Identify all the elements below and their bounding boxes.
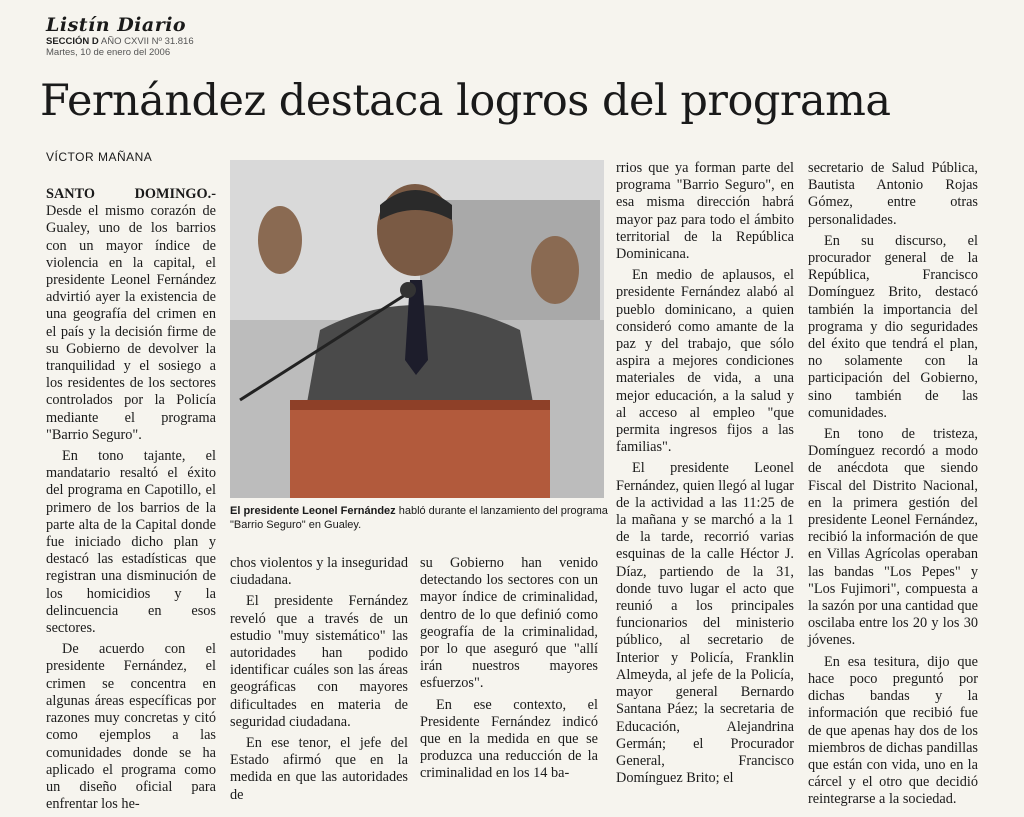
paragraph: SANTO DOMINGO.- Desde el mismo corazón de Gualey, uno de los barrios con un mayor índice de violencia en la capital, el presidente Leonel Fernández advirtió ayer la existencia de una geografía del crimen en el país y la decisión firme de su Gobierno de devolver la tranquilidad y el sosiego a los residentes de los sectores controlados por la Policía mediante el programa "Barrio Seguro". — [46, 186, 216, 443]
paragraph: En tono tajante, el mandatario resaltó el éxito del programa en Capotillo, el primero de los barrios de la parte alta de la Capital donde fue iniciado dicho plan y destacó las estadísticas que registran una disminución de los homicidios y la delincuencia en esos sectores. — [46, 448, 216, 637]
paragraph: su Gobierno han venido detectando los sectores con un mayor índice de criminalidad, dentro de lo que definió como geografía de la criminalidad, por lo que aseguró que "allí irán nuestros mayores esfuerzos". — [420, 555, 598, 692]
photo-caption — [230, 504, 610, 532]
paragraph: El presidente Leonel Fernández, quien llegó al lugar de la actividad a las 11:25 de la mañana y se marchó a la 1 de la tarde, recorrió varias esquinas de la calle Héctor J. Díaz, partiendo de la 31, donde tuvo lugar el acto que reunió a los principales funcionarios del ministerio público, al secretario de Interior y Policía, Franklin Almeyda, al jefe de la Policía, mayor general Bernardo Santana Páez; la secretaria de Educación, Alejandrina Germán; el Procurador General, Francisco Domínguez Brito; el — [616, 460, 794, 787]
paragraph: rrios que ya forman parte del programa "Barrio Seguro", en esa misma dirección habrá mayor paz para todo el ámbito territorial de la República Dominicana. — [616, 160, 794, 263]
paragraph: En ese contexto, el Presidente Fernández indicó que en la medida en que se produzca una reducción de la criminalidad en los 14 ba- — [420, 696, 598, 782]
section-label: SECCIÓN D — [46, 36, 99, 47]
president-photo-image — [230, 160, 604, 498]
newspaper-logo: Listín Diario — [46, 14, 187, 36]
publication-date: Martes, 10 de enero del 2006 — [46, 47, 171, 58]
caption-text: habló durante el lanzamiento del programa "Barrio Seguro" en Gualey. — [230, 505, 608, 531]
paragraph: chos violentos y la inseguridad ciudadana. — [230, 555, 408, 589]
caption-name: El presidente Leonel Fernández — [230, 505, 396, 517]
column-2 — [230, 555, 408, 808]
news-photo — [230, 160, 604, 498]
column-1 — [46, 186, 216, 817]
headline: Fernández destaca logros del programa — [40, 76, 891, 126]
section-info — [46, 36, 194, 47]
paragraph: En esa tesitura, dijo que hace poco preguntó por dichas bandas y la información que recibió fue de que apenas hay dos de los miembros de dichas pandillas que están con vida, uno en la cárcel y el otro que decidió reintegrarse a la sociedad. — [808, 653, 978, 808]
paragraph: En su discurso, el procurador general de la República, Francisco Domínguez Brito, destacó también la importancia del programa y dio seguridades del éxito que tendrá el plan, no solamente con la participación del Gobierno, sino también de las comunidades. — [808, 232, 978, 421]
paragraph: El presidente Fernández reveló que a través de un estudio "muy sistemático" las autoridades han podido identificar cuáles son las áreas geográficas con mayores dificultades en materia de seguridad ciudadana. — [230, 593, 408, 730]
column-3 — [420, 555, 598, 787]
byline: VÍCTOR MAÑANA — [46, 150, 153, 164]
issue-number: AÑO CXVII Nº 31.816 — [100, 36, 194, 47]
paragraph: En tono de tristeza, Domínguez recordó a modo de anécdota que siendo Fiscal del Distrito Nacional, en la primera gestión del presidente Leonel Fernández, recibió la información de que en Villas Agrícolas operaban las bandas "Los Pepes" y "Los Fujimori", compuesta a la sazón por una cantidad que oscilaba entre los 20 y los 30 jóvenes. — [808, 426, 978, 649]
paragraph: De acuerdo con el presidente Fernández, el crimen se concentra en algunas áreas específicas por razones muy concretas y citó como ejemplos a las comunidades donde se ha aplicado el programa como un diseño oficial para enfrentar los he- — [46, 641, 216, 813]
column-5 — [808, 160, 978, 813]
paragraph: En medio de aplausos, el presidente Fernández alabó al pueblo dominicano, a quien consideró como amante de la paz y del trabajo, que sólo aspira a mejores condiciones materiales de vida, a una mejor educación, a la salud y al acceso al empleo "que permita ingresos fijos a las familias". — [616, 267, 794, 456]
paragraph: secretario de Salud Pública, Bautista Antonio Rojas Gómez, entre otras personalidades. — [808, 160, 978, 228]
masthead — [46, 14, 194, 58]
column-4 — [616, 160, 794, 791]
dateline: SANTO DOMINGO.- — [46, 186, 216, 202]
paragraph: En ese tenor, el jefe del Estado afirmó que en la medida en que las autoridades de — [230, 735, 408, 803]
